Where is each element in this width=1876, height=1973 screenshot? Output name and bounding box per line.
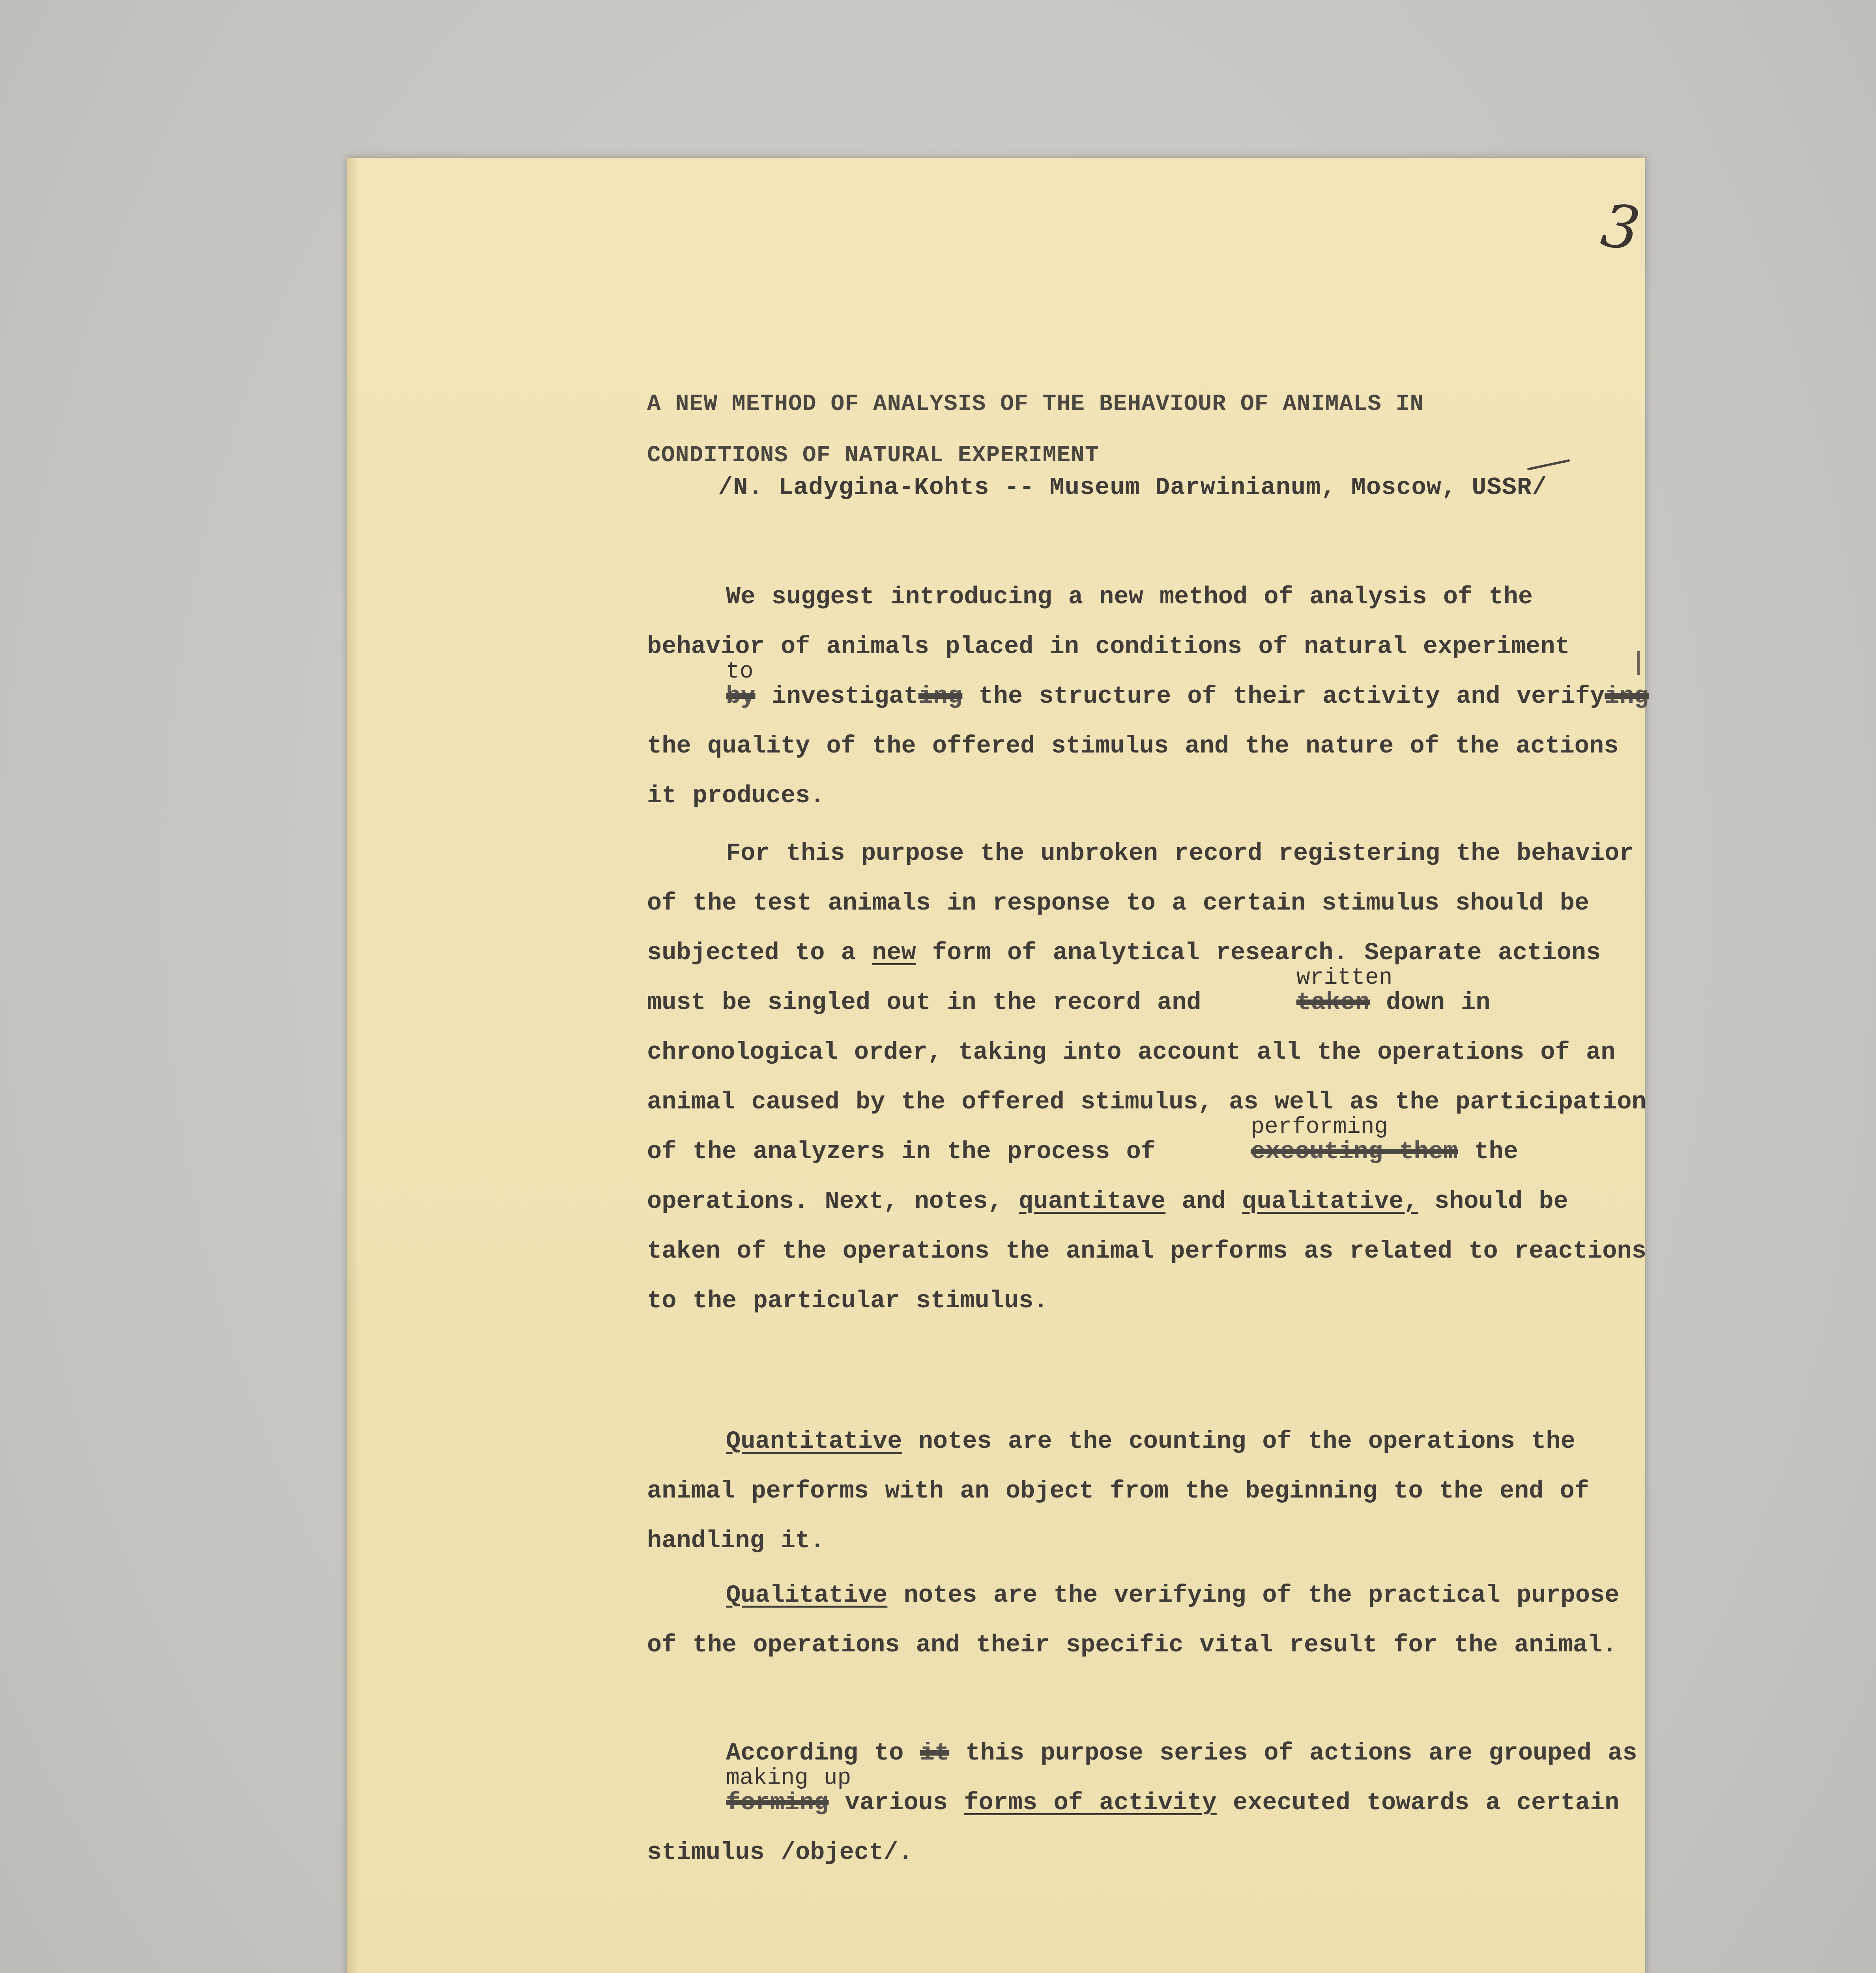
p3-text-a: notes are the counting of the operations the animal performs with an object from the beginning to the end of handling it. — [647, 1427, 1589, 1555]
p2-text-c: down in chronological order, taking into account all the operations of an animal caused by the offered stimulus, as well as the participation of the analyzers in the process of — [647, 988, 1646, 1166]
p2-insert-2: performing — [1251, 1114, 1388, 1140]
p2-text-b: form of analytical research. Separate actions must be singled out in the record and — [647, 939, 1601, 1016]
p2-insert-1: written — [1296, 965, 1393, 991]
p5-text-d: executed towards a certain stimulus /object/. — [647, 1789, 1620, 1866]
p3-underlined-lead: Quantitative — [726, 1427, 902, 1455]
paragraph-5 — [647, 1728, 1653, 1878]
document-title — [647, 379, 1574, 481]
p2-strike-2: executing them — [1251, 1138, 1458, 1166]
p2-text-d: the operations. Next, notes, — [647, 1138, 1518, 1215]
p5-strike-1: it — [920, 1739, 950, 1767]
p2-text-e: and — [1165, 1187, 1242, 1215]
p4-text-a: notes are the verifying of the practical purpose of the operations and their specific vital result for the animal. — [647, 1581, 1620, 1659]
page-number: 3 — [1597, 191, 1644, 264]
p2-correction-2 — [1172, 1114, 1458, 1177]
p5-insert-1: making up — [726, 1765, 851, 1791]
document-page — [347, 158, 1649, 1973]
p2-underlined-new: new — [872, 939, 916, 967]
p1-text-b: investigat — [755, 682, 918, 710]
p2-underlined-qualitative: qualitative, — [1242, 1187, 1418, 1215]
p5-underlined-forms: forms of activity — [964, 1789, 1217, 1817]
p1-strike-1: by — [726, 682, 756, 710]
p5-strike-2: forming — [726, 1789, 829, 1817]
p1-strike-3: ing — [1605, 682, 1649, 710]
p1-correction-1 — [647, 659, 756, 721]
p1-text-a: We suggest introducing a new method of analysis of the behavior of animals placed in conditions of natural experiment — [647, 583, 1570, 661]
paragraph-3 — [647, 1417, 1653, 1566]
p5-text-a: According to — [726, 1739, 920, 1767]
p1-strike-2: ing — [918, 682, 963, 710]
p2-text-a: For this purpose the unbroken record registering the behavior of the test animals in response to a certain stimulus should be subjected to a — [647, 839, 1634, 967]
p1-text-d: the quality of the offered stimulus and the nature of the actions it produces. — [647, 732, 1619, 810]
p1-insert-1: to — [726, 659, 754, 685]
author-line: /N. Ladygina-Kohts -- Museum Darwinianum, Moscow, USSR/ — [718, 474, 1547, 502]
p2-text-f: should be taken of the operations the animal performs as related to reactions to the particular stimulus. — [647, 1187, 1646, 1315]
p5-text-b: this purpose series of actions are grouped as — [949, 1739, 1637, 1767]
paragraph-2 — [647, 829, 1653, 1326]
title-line-2: CONDITIONS OF NATURAL EXPERIMENT — [647, 443, 1099, 468]
p4-underlined-lead: Qualitative — [726, 1581, 888, 1609]
p2-strike-1: taken — [1296, 988, 1370, 1016]
p2-underlined-quantitave: quantitave — [1019, 1187, 1166, 1215]
p2-correction-1 — [1218, 965, 1393, 1028]
p5-text-c: various — [829, 1789, 964, 1817]
margin-pencil-tick — [1637, 651, 1640, 675]
paragraph-1 — [647, 572, 1653, 821]
p5-correction-1 — [647, 1765, 851, 1828]
paragraph-4 — [647, 1571, 1653, 1670]
p1-text-c: the structure of their activity and verify — [962, 682, 1605, 710]
title-line-1: A NEW METHOD OF ANALYSIS OF THE BEHAVIOUR OF ANIMALS IN — [647, 391, 1424, 417]
